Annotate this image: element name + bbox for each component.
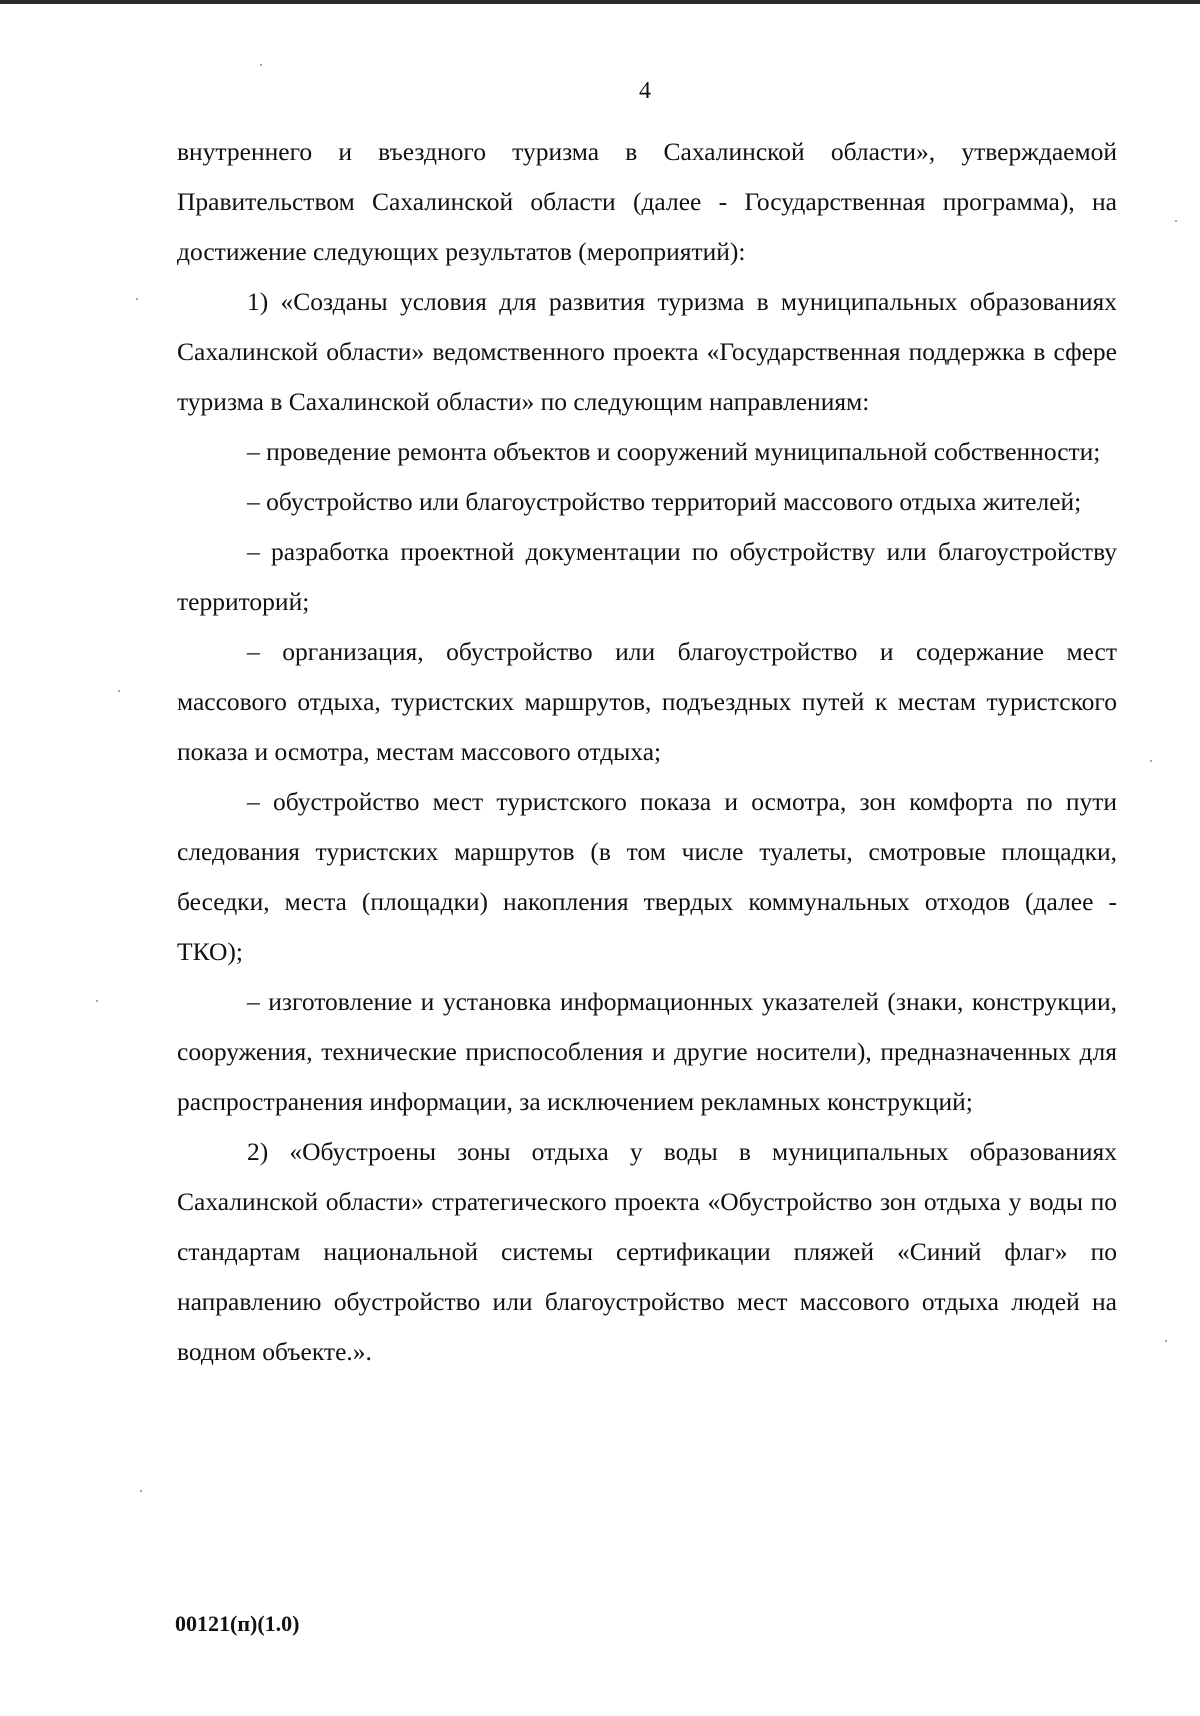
page-number: 4	[639, 78, 651, 104]
scan-speck	[1150, 760, 1152, 762]
paragraph-dash-2: – обустройство или благоустройство территорий массового отдыха жителей;	[247, 487, 1082, 516]
paragraph-item-1: 1) «Созданы условия для развития туризма в муниципальных образованиях Сахалинской области» ведомственного проекта «Государственная поддержка в сфере туризма в Сахалинской области» по следующим направлениям:	[177, 287, 1117, 416]
paragraph-dash-5: – обустройство мест туристского показа и осмотра, зон комфорта по пути следования туристских маршрутов (в том числе туалеты, смотровые площадки, беседки, места (площадки) накопления твердых коммунальных отходов (далее - ТКО);	[177, 787, 1117, 966]
document-code: 00121(п)(1.0)	[175, 1611, 300, 1636]
scan-speck	[140, 1490, 142, 1492]
scan-top-edge	[0, 0, 1200, 4]
scan-speck	[260, 64, 262, 66]
paragraph-dash-1: – проведение ремонта объектов и сооружений муниципальной собственности;	[247, 437, 1101, 466]
paragraph-dash-6: – изготовление и установка информационных указателей (знаки, конструкции, сооружения, технические приспособления и другие носители), предназначенных для распространения информации, за исключением рекламных конструкций;	[177, 987, 1117, 1116]
scan-speck	[96, 1000, 98, 1002]
scan-speck	[118, 690, 120, 692]
paragraph-intro: внутреннего и въездного туризма в Сахалинской области», утверждаемой Правительством Сахалинской области (далее - Государственная программа), на достижение следующих результатов (мероприятий):	[177, 137, 1117, 266]
paragraph-item-2: 2) «Обустроены зоны отдыха у воды в муниципальных образованиях Сахалинской области» стратегического проекта «Обустройство зон отдыха у воды по стандартам национальной системы сертификации пляжей «Синий флаг» по направлению обустройство или благоустройство мест массового отдыха людей на водном объекте.».	[177, 1137, 1117, 1366]
scan-speck	[1175, 220, 1177, 222]
paragraph-dash-4: – организация, обустройство или благоустройство и содержание мест массового отдыха, туристских маршрутов, подъездных путей к местам туристского показа и осмотра, местам массового отдыха;	[177, 637, 1117, 766]
scan-speck	[136, 298, 138, 300]
document-body	[177, 127, 1117, 1377]
paragraph-dash-3: – разработка проектной документации по обустройству или благоустройству территорий;	[177, 537, 1117, 616]
scan-speck	[1165, 1340, 1167, 1342]
